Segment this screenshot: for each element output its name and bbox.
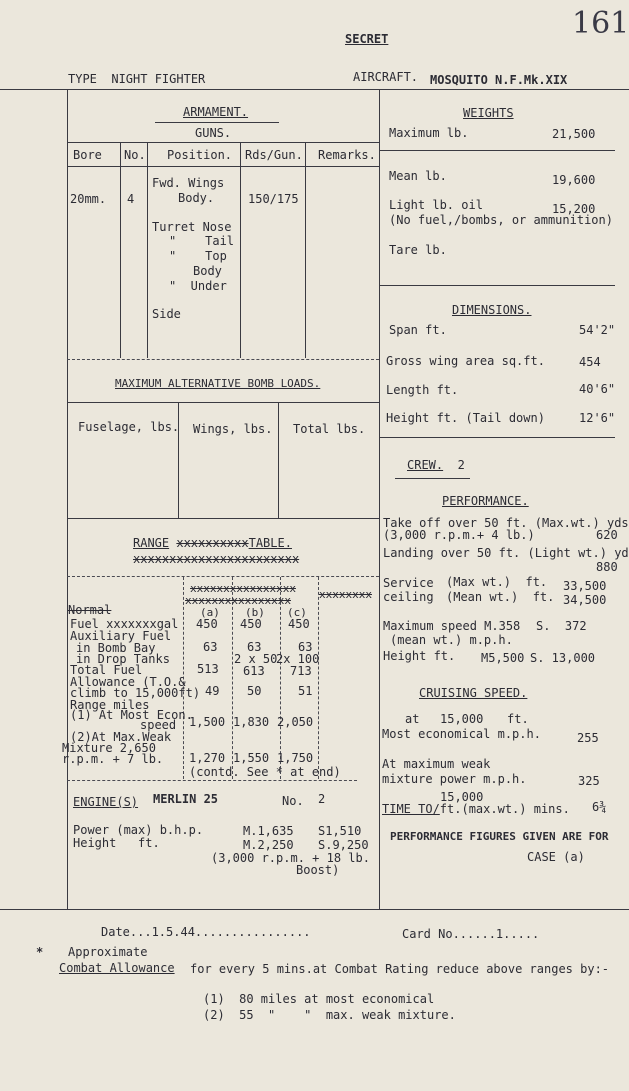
performance-note-2: CASE (a) xyxy=(527,850,585,864)
range-allowance-a: 49 xyxy=(205,684,220,698)
turret-body: Body xyxy=(193,264,222,278)
range-climb-label: climb to 15,000ft) xyxy=(70,686,201,700)
performance-max-speed: Maximum speed M.358 xyxy=(383,619,521,633)
engines-height-label: Height ft. xyxy=(73,836,160,850)
dimensions-height-label: Height ft. (Tail down) xyxy=(386,411,545,425)
card-label: Card No...... xyxy=(402,927,496,941)
engines-label: ENGINE(S) xyxy=(73,795,139,809)
footer-asterisk: * xyxy=(36,945,44,959)
card-row: Card No......1..... xyxy=(402,927,540,941)
cruising-at-max-weak: At maximum weak xyxy=(382,757,491,771)
range-aux-label: Auxiliary Fuel xyxy=(70,629,172,643)
guns-col-line-2 xyxy=(147,143,148,358)
weights-mean-label: Mean lb. xyxy=(389,169,447,183)
range-drop-tanks-label: in Drop Tanks xyxy=(76,652,170,666)
turret-top: " Top xyxy=(169,249,227,263)
engines-boost-2: Boost) xyxy=(296,863,340,877)
range-col-head-struck-3: xxxxxxxx xyxy=(319,588,372,601)
range-total-fuel-a: 513 xyxy=(197,662,219,676)
range-max-weak-rpm: r.p.m. + 7 lb. xyxy=(62,752,164,766)
bomb-bottom-line xyxy=(67,518,379,519)
range-bomb-bay-b: 63 xyxy=(247,640,262,654)
engines-no-value: 2 xyxy=(318,792,326,806)
dimensions-length-label: Length ft. xyxy=(386,383,459,397)
frame-top-line xyxy=(0,89,629,90)
range-total-fuel-label: Total Fuel xyxy=(70,663,143,677)
range-fuel-c: 450 xyxy=(288,617,310,631)
engines-power-m: M.1,635 xyxy=(243,824,294,838)
dimensions-span-label: Span ft. xyxy=(389,323,447,337)
performance-height-m: M5,500 xyxy=(481,651,525,665)
gun-number-value: 4 xyxy=(127,192,135,206)
bomb-fuselage-label: Fuselage, lbs. xyxy=(78,420,180,434)
col-position: Position. xyxy=(167,148,233,162)
performance-height: Height ft. xyxy=(383,649,456,663)
engines-boost-1: (3,000 r.p.m. + 18 lb. xyxy=(211,851,370,865)
bomb-header-line xyxy=(67,402,379,403)
range-max-weak-c: 1,750 xyxy=(277,751,314,765)
performance-service-max: (Max wt.) ft. xyxy=(446,575,548,589)
bomb-loads-title: MAXIMUM ALTERNATIVE BOMB LOADS. xyxy=(115,377,321,390)
footer-item-2: (2) 55 " " max. weak mixture. xyxy=(203,1008,456,1022)
range-fuel-a: 450 xyxy=(196,617,218,631)
performance-landing: Landing over 50 ft. (Light wt.) yd xyxy=(383,546,629,560)
performance-takeoff-value: 620 xyxy=(596,528,618,542)
range-max-weak-b: 1,550 xyxy=(233,751,270,765)
dimensions-span-value: 54'2" xyxy=(579,323,616,337)
guns-col-line-3 xyxy=(240,143,241,358)
footer-approx: Approximate xyxy=(68,945,148,959)
turret-under: " Under xyxy=(169,279,227,293)
range-total-fuel-c: 713 xyxy=(290,664,312,678)
turret-nose: Turret Nose xyxy=(152,220,232,234)
performance-takeoff-1: Take off over 50 ft. (Max.wt.) yds xyxy=(383,516,629,530)
weights-max-label: Maximum lb. xyxy=(389,126,469,140)
engines-power-label: Power (max) b.h.p. xyxy=(73,823,204,837)
card-value: 1 xyxy=(495,927,504,941)
weights-tare-label: Tare lb. xyxy=(389,243,447,257)
range-contd: (contd. See * at end) xyxy=(189,765,341,779)
guns-header-top-line xyxy=(67,142,379,143)
cruising-mixture-value: 325 xyxy=(578,774,600,788)
guns-col-line-4 xyxy=(305,143,306,358)
range-title: RANGE xxxxxxxxxxTABLE. xyxy=(133,536,292,550)
frame-bottom-line xyxy=(0,909,629,910)
range-normal-struck: Normal xyxy=(68,603,112,617)
engines-no-label: No. xyxy=(282,794,304,808)
range-most-econ-label: (1) At Most Econ. xyxy=(70,708,193,722)
gun-rounds-value: 150/175 xyxy=(248,192,299,206)
weights-light-value: 15,200 xyxy=(552,202,596,216)
range-col-head-struck-1: xxxxxxxxxxxxxxxx xyxy=(190,582,296,595)
guns-col-line-1 xyxy=(120,143,121,358)
cruising-most-econ: Most economical m.p.h. xyxy=(382,727,541,741)
aircraft-label: AIRCRAFT. xyxy=(353,70,419,84)
performance-mean-wt: (mean wt.) m.p.h. xyxy=(390,633,513,647)
gun-bore-value: 20mm. xyxy=(70,192,107,206)
range-allowance-c: 51 xyxy=(298,684,313,698)
range-fuel-label: Fuel xxxxxxxgal xyxy=(70,617,179,631)
performance-takeoff-2: (3,000 r.p.m.+ 4 lb.) xyxy=(383,528,535,542)
engines-height-s: S.9,250 xyxy=(318,838,369,852)
weights-max-value: 21,500 xyxy=(552,127,596,141)
range-miles-label: Range miles xyxy=(70,698,150,712)
weights-light-label: Light lb. oil xyxy=(389,198,483,212)
range-fuel-b: 450 xyxy=(240,617,262,631)
crew-underline xyxy=(395,478,470,479)
performance-service-mean-value: 34,500 xyxy=(563,593,607,607)
cruising-mixture: mixture power m.p.h. xyxy=(382,772,527,786)
date-value: 1.5.44. xyxy=(151,925,203,939)
guns-title: GUNS. xyxy=(195,126,232,140)
range-total-fuel-b: 613 xyxy=(243,664,265,678)
range-drop-tanks-b: 2 x 50 xyxy=(234,652,278,666)
range-most-econ-b: 1,830 xyxy=(233,715,270,729)
range-bomb-bay-a: 63 xyxy=(203,640,218,654)
range-col-a: (a) xyxy=(200,606,220,619)
weights-light-note: (No fuel,/bombs, or ammunition) xyxy=(389,213,613,227)
frame-center-line xyxy=(379,90,380,909)
cruising-at: at xyxy=(405,712,420,726)
engines-height-m: M.2,250 xyxy=(243,838,294,852)
dimensions-title: DIMENSIONS. xyxy=(452,303,532,317)
range-drop-tanks-c: 2x 100 xyxy=(276,652,320,666)
dimensions-length-value: 40'6" xyxy=(579,382,616,396)
time-to-value: 6¾ xyxy=(592,800,607,814)
performance-service-max-value: 33,500 xyxy=(563,579,607,593)
range-bomb-bay-label: in Bomb Bay xyxy=(76,641,156,655)
performance-service-label: Service xyxy=(383,576,434,590)
range-bomb-bay-c: 63 xyxy=(298,640,313,654)
range-col-head-struck-2: xxxxxxxxxxxxxxxx xyxy=(185,594,291,607)
combat-allowance-text: for every 5 mins.at Combat Rating reduce above ranges by:- xyxy=(190,962,610,976)
guns-top-line xyxy=(155,122,279,123)
armament-title: ARMAMENT. xyxy=(183,105,249,119)
range-top-line xyxy=(67,576,379,577)
gun-position-body: Body. xyxy=(178,191,215,205)
bomb-total-label: Total lbs. xyxy=(293,422,366,436)
performance-ceiling-label: ceiling xyxy=(383,590,434,604)
aircraft-value: MOSQUITO N.F.Mk.XIX xyxy=(430,73,568,87)
range-col-line-4 xyxy=(318,577,319,779)
range-allowance-label: Allowance (T.O.& xyxy=(70,675,186,689)
frame-left-line xyxy=(67,90,68,909)
cruising-title: CRUISING SPEED. xyxy=(419,686,528,700)
range-most-econ-a: 1,500 xyxy=(189,715,226,729)
weights-mean-value: 19,600 xyxy=(552,173,596,187)
dimensions-height-value: 12'6" xyxy=(579,411,616,425)
performance-landing-value: 880 xyxy=(596,560,618,574)
cruising-most-econ-value: 255 xyxy=(577,731,599,745)
range-max-weak-a: 1,270 xyxy=(189,751,226,765)
range-subtitle-struck: xxxxxxxxxxxxxxxxxxxxxxx xyxy=(133,552,300,566)
performance-max-speed-s: S. 372 xyxy=(536,619,587,633)
aircraft-type: TYPE NIGHT FIGHTER xyxy=(68,72,206,86)
guns-header-bottom-line xyxy=(67,166,379,167)
date-row: Date...1.5.44................ xyxy=(101,925,311,939)
guns-bottom-line xyxy=(67,359,379,360)
crew-row xyxy=(407,458,465,472)
col-bore: Bore xyxy=(73,148,102,162)
range-most-econ-speed: speed xyxy=(140,718,177,732)
performance-title: PERFORMANCE. xyxy=(442,494,529,508)
performance-height-s: S. 13,000 xyxy=(530,651,596,665)
cruising-at-value: 15,000 xyxy=(440,712,484,726)
range-col-c: (c) xyxy=(287,606,307,619)
date-label: Date... xyxy=(101,925,152,939)
gun-position-fwd: Fwd. Wings xyxy=(152,176,225,190)
weights-title: WEIGHTS xyxy=(463,106,514,120)
range-col-b: (b) xyxy=(245,606,265,619)
bomb-col-line-2 xyxy=(278,403,279,518)
performance-note-1: PERFORMANCE FIGURES GIVEN ARE FOR xyxy=(390,830,609,843)
weights-divider xyxy=(379,150,615,151)
cruising-ft: ft. xyxy=(507,712,529,726)
range-max-weak-label: (2)At Max.Weak xyxy=(70,730,172,744)
dimensions-bottom-line xyxy=(379,437,615,438)
col-rounds: Rds/Gun. xyxy=(245,148,303,162)
bomb-wings-label: Wings, lbs. xyxy=(193,422,273,436)
time-to-label: TIME TO/ft.(max.wt.) mins. xyxy=(382,802,570,816)
weights-bottom-line xyxy=(379,285,615,286)
turret-tail: " Tail xyxy=(169,234,235,248)
engines-name: MERLIN 25 xyxy=(153,792,219,806)
crew-value: 2 xyxy=(457,458,465,472)
col-remarks: Remarks. xyxy=(318,148,376,162)
col-no: No. xyxy=(124,148,146,162)
dimensions-wing-area-label: Gross wing area sq.ft. xyxy=(386,354,545,368)
turret-side: Side xyxy=(152,307,181,321)
footer-item-1: (1) 80 miles at most economical xyxy=(203,992,435,1006)
page-number: 161 xyxy=(572,6,629,41)
engines-power-s: S1,510 xyxy=(318,824,362,838)
secret-heading: SECRET xyxy=(345,32,389,46)
performance-service-mean: (Mean wt.) ft. xyxy=(446,590,555,604)
range-bottom-line xyxy=(67,780,357,781)
crew-label: CREW. xyxy=(407,458,444,472)
range-allowance-b: 50 xyxy=(247,684,262,698)
range-most-econ-c: 2,050 xyxy=(277,715,314,729)
combat-allowance-label: Combat Allowance xyxy=(59,961,175,975)
range-max-weak-mixture: Mixture 2,650 xyxy=(62,741,156,755)
time-to-altitude: 15,000 xyxy=(440,790,484,804)
dimensions-wing-area-value: 454 xyxy=(579,355,601,369)
